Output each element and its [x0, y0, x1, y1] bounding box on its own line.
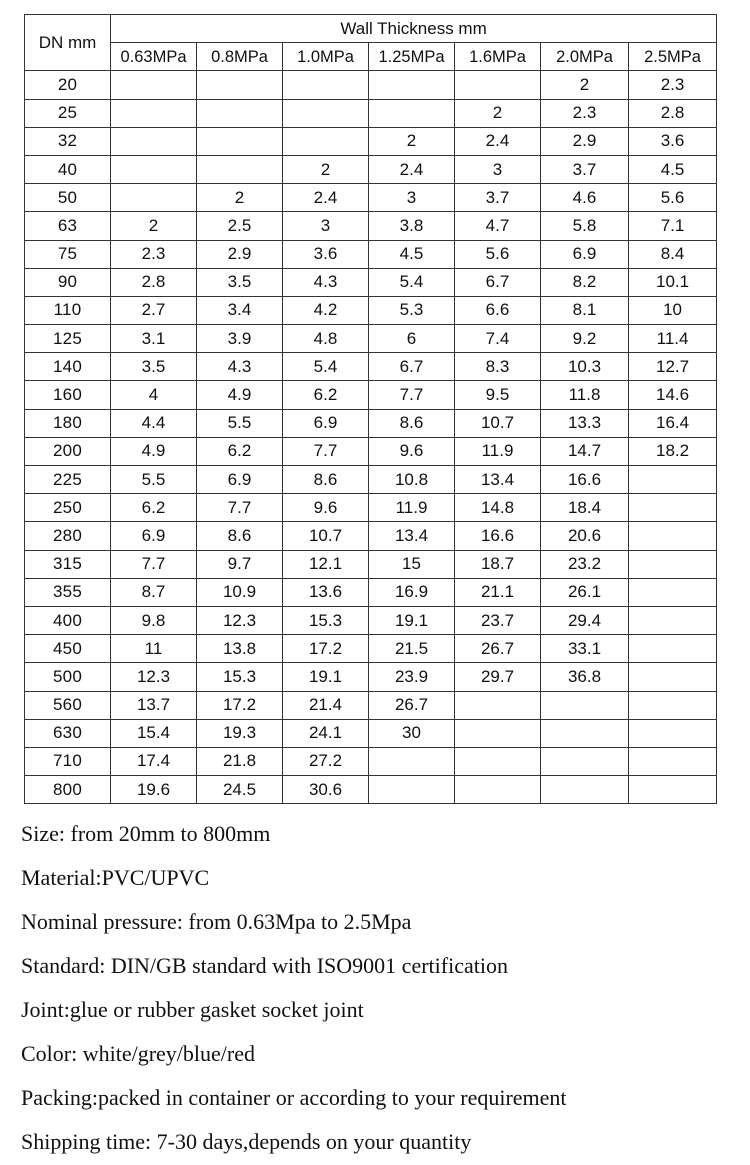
table-row [25, 296, 717, 324]
thickness-cell [629, 719, 717, 747]
thickness-cell: 9.6 [369, 437, 455, 465]
dn-cell: 75 [25, 240, 111, 268]
thickness-cell [629, 635, 717, 663]
pressure-header: 2.0MPa [541, 43, 629, 71]
table-row [25, 691, 717, 719]
table-row [25, 325, 717, 353]
table-row [25, 99, 717, 127]
thickness-cell: 10.9 [197, 578, 283, 606]
thickness-cell: 4.3 [283, 268, 369, 296]
thickness-cell: 26.1 [541, 578, 629, 606]
thickness-cell: 9.8 [111, 606, 197, 634]
thickness-cell: 8.6 [197, 522, 283, 550]
dn-cell: 50 [25, 184, 111, 212]
table-body [25, 71, 717, 804]
thickness-cell: 19.3 [197, 719, 283, 747]
spec-note-line: Nominal pressure: from 0.63Mpa to 2.5Mpa [21, 909, 412, 934]
thickness-cell: 18.7 [455, 550, 541, 578]
thickness-cell: 11.4 [629, 325, 717, 353]
thickness-cell: 6.7 [369, 353, 455, 381]
dn-cell: 630 [25, 719, 111, 747]
thickness-cell: 2.9 [197, 240, 283, 268]
thickness-cell: 6 [369, 325, 455, 353]
spec-note-line: Shipping time: 7-30 days,depends on your quantity [21, 1129, 472, 1154]
thickness-cell: 4.4 [111, 409, 197, 437]
thickness-cell: 3.6 [283, 240, 369, 268]
pressure-header: 2.5MPa [629, 43, 717, 71]
thickness-cell: 4.5 [629, 155, 717, 183]
thickness-cell [111, 71, 197, 99]
thickness-cell: 2.9 [541, 127, 629, 155]
thickness-cell: 6.6 [455, 296, 541, 324]
thickness-cell: 11.9 [369, 494, 455, 522]
thickness-cell: 4.9 [111, 437, 197, 465]
thickness-cell: 2.4 [455, 127, 541, 155]
thickness-cell: 7.1 [629, 212, 717, 240]
thickness-cell: 4.8 [283, 325, 369, 353]
thickness-cell [283, 99, 369, 127]
spec-note-line: Material:PVC/UPVC [21, 865, 210, 890]
thickness-cell [111, 184, 197, 212]
thickness-cell [455, 719, 541, 747]
dn-cell: 280 [25, 522, 111, 550]
thickness-cell: 4.7 [455, 212, 541, 240]
dn-header: DN mm [25, 15, 111, 71]
thickness-cell: 18.4 [541, 494, 629, 522]
table-row [25, 635, 717, 663]
thickness-cell [629, 494, 717, 522]
thickness-cell: 2 [369, 127, 455, 155]
thickness-cell: 8.7 [111, 578, 197, 606]
pressure-header: 1.25MPa [369, 43, 455, 71]
thickness-cell: 2.4 [283, 184, 369, 212]
thickness-cell [369, 747, 455, 775]
thickness-cell: 13.3 [541, 409, 629, 437]
thickness-cell: 13.4 [369, 522, 455, 550]
dn-cell: 225 [25, 466, 111, 494]
thickness-cell: 10.1 [629, 268, 717, 296]
thickness-cell: 2.3 [111, 240, 197, 268]
thickness-cell: 3.8 [369, 212, 455, 240]
thickness-cell [455, 776, 541, 804]
spec-note-line: Size: from 20mm to 800mm [21, 821, 271, 846]
thickness-cell: 19.1 [369, 606, 455, 634]
thickness-cell: 2.8 [629, 99, 717, 127]
thickness-cell: 5.3 [369, 296, 455, 324]
dn-cell: 63 [25, 212, 111, 240]
thickness-cell: 7.7 [369, 381, 455, 409]
table-row [25, 522, 717, 550]
thickness-cell: 21.8 [197, 747, 283, 775]
thickness-cell: 2 [197, 184, 283, 212]
spec-notes [21, 812, 741, 1164]
thickness-cell: 6.2 [111, 494, 197, 522]
header-row-top [25, 15, 717, 43]
thickness-cell [629, 776, 717, 804]
thickness-cell: 3.6 [629, 127, 717, 155]
thickness-cell: 12.3 [197, 606, 283, 634]
thickness-cell: 9.5 [455, 381, 541, 409]
dn-cell: 20 [25, 71, 111, 99]
thickness-cell: 17.4 [111, 747, 197, 775]
pressure-header: 1.6MPa [455, 43, 541, 71]
thickness-cell: 3 [455, 155, 541, 183]
pressure-header: 0.8MPa [197, 43, 283, 71]
thickness-cell: 15.3 [283, 606, 369, 634]
thickness-cell: 2 [283, 155, 369, 183]
thickness-cell: 21.5 [369, 635, 455, 663]
thickness-cell: 3.5 [197, 268, 283, 296]
thickness-cell: 19.6 [111, 776, 197, 804]
thickness-cell: 33.1 [541, 635, 629, 663]
table-row [25, 240, 717, 268]
table-row [25, 578, 717, 606]
dn-cell: 90 [25, 268, 111, 296]
thickness-cell: 14.6 [629, 381, 717, 409]
table-row [25, 776, 717, 804]
table-row [25, 268, 717, 296]
thickness-cell: 29.7 [455, 663, 541, 691]
thickness-cell [369, 776, 455, 804]
thickness-cell: 13.6 [283, 578, 369, 606]
dn-cell: 500 [25, 663, 111, 691]
dn-cell: 315 [25, 550, 111, 578]
thickness-cell: 16.4 [629, 409, 717, 437]
thickness-cell: 12.1 [283, 550, 369, 578]
thickness-cell [541, 776, 629, 804]
table-row [25, 155, 717, 183]
thickness-cell: 6.9 [111, 522, 197, 550]
thickness-cell: 3.7 [541, 155, 629, 183]
thickness-cell: 4.6 [541, 184, 629, 212]
spec-note-line: Standard: DIN/GB standard with ISO9001 certification [21, 953, 508, 978]
thickness-cell: 20.6 [541, 522, 629, 550]
thickness-cell: 26.7 [455, 635, 541, 663]
thickness-cell: 13.8 [197, 635, 283, 663]
dn-cell: 25 [25, 99, 111, 127]
thickness-cell: 2 [111, 212, 197, 240]
thickness-cell: 21.1 [455, 578, 541, 606]
thickness-cell: 10.7 [455, 409, 541, 437]
thickness-cell: 3.7 [455, 184, 541, 212]
thickness-cell: 5.4 [369, 268, 455, 296]
thickness-cell: 15.3 [197, 663, 283, 691]
table-row [25, 550, 717, 578]
thickness-cell [283, 127, 369, 155]
thickness-cell: 4.2 [283, 296, 369, 324]
dn-cell: 800 [25, 776, 111, 804]
thickness-cell [541, 691, 629, 719]
thickness-cell: 4 [111, 381, 197, 409]
thickness-cell: 10 [629, 296, 717, 324]
dn-cell: 560 [25, 691, 111, 719]
dn-cell: 180 [25, 409, 111, 437]
thickness-cell: 8.1 [541, 296, 629, 324]
thickness-cell [197, 71, 283, 99]
dn-cell: 355 [25, 578, 111, 606]
thickness-cell: 5.6 [455, 240, 541, 268]
thickness-cell [629, 550, 717, 578]
thickness-cell: 2.3 [541, 99, 629, 127]
thickness-cell [629, 522, 717, 550]
dn-cell: 710 [25, 747, 111, 775]
thickness-cell: 2.3 [629, 71, 717, 99]
thickness-cell: 16.6 [455, 522, 541, 550]
thickness-cell: 12.3 [111, 663, 197, 691]
thickness-cell: 11.9 [455, 437, 541, 465]
dn-cell: 400 [25, 606, 111, 634]
thickness-cell: 3.9 [197, 325, 283, 353]
thickness-cell: 8.2 [541, 268, 629, 296]
table-row [25, 409, 717, 437]
thickness-cell: 5.6 [629, 184, 717, 212]
thickness-cell [455, 691, 541, 719]
dn-cell: 450 [25, 635, 111, 663]
thickness-cell: 9.6 [283, 494, 369, 522]
thickness-cell: 4.5 [369, 240, 455, 268]
thickness-cell: 2.4 [369, 155, 455, 183]
thickness-cell [197, 99, 283, 127]
table-row [25, 353, 717, 381]
thickness-cell: 3.1 [111, 325, 197, 353]
thickness-cell: 3.5 [111, 353, 197, 381]
dn-cell: 160 [25, 381, 111, 409]
thickness-cell: 7.7 [111, 550, 197, 578]
thickness-cell: 7.7 [197, 494, 283, 522]
thickness-cell: 12.7 [629, 353, 717, 381]
thickness-cell [111, 155, 197, 183]
thickness-cell: 8.6 [369, 409, 455, 437]
thickness-cell: 30 [369, 719, 455, 747]
thickness-cell: 6.9 [197, 466, 283, 494]
thickness-cell: 3 [283, 212, 369, 240]
thickness-cell: 23.2 [541, 550, 629, 578]
thickness-cell: 16.9 [369, 578, 455, 606]
thickness-cell: 27.2 [283, 747, 369, 775]
thickness-cell: 10.3 [541, 353, 629, 381]
thickness-cell: 19.1 [283, 663, 369, 691]
thickness-cell [541, 747, 629, 775]
thickness-cell: 13.4 [455, 466, 541, 494]
thickness-cell [197, 127, 283, 155]
header-row-pressures [25, 43, 717, 71]
thickness-cell [629, 663, 717, 691]
spec-note-line: Joint:glue or rubber gasket socket joint [21, 997, 364, 1022]
table-row [25, 747, 717, 775]
table-row [25, 606, 717, 634]
pressure-header: 1.0MPa [283, 43, 369, 71]
thickness-cell: 14.8 [455, 494, 541, 522]
thickness-cell: 6.2 [283, 381, 369, 409]
thickness-cell: 6.9 [541, 240, 629, 268]
thickness-cell: 9.2 [541, 325, 629, 353]
dn-cell: 32 [25, 127, 111, 155]
thickness-cell: 4.9 [197, 381, 283, 409]
thickness-cell [455, 71, 541, 99]
thickness-cell: 9.7 [197, 550, 283, 578]
thickness-cell: 10.8 [369, 466, 455, 494]
thickness-cell: 13.7 [111, 691, 197, 719]
wall-thickness-table [24, 14, 717, 804]
thickness-cell: 5.8 [541, 212, 629, 240]
thickness-cell [629, 578, 717, 606]
thickness-cell: 10.7 [283, 522, 369, 550]
dn-cell: 200 [25, 437, 111, 465]
thickness-cell: 7.4 [455, 325, 541, 353]
thickness-cell: 8.4 [629, 240, 717, 268]
thickness-cell [197, 155, 283, 183]
thickness-cell: 11 [111, 635, 197, 663]
thickness-cell: 11.8 [541, 381, 629, 409]
thickness-cell: 6.7 [455, 268, 541, 296]
thickness-cell: 2.5 [197, 212, 283, 240]
thickness-cell [455, 747, 541, 775]
spec-note-line: Color: white/grey/blue/red [21, 1041, 255, 1066]
thickness-cell: 8.3 [455, 353, 541, 381]
thickness-cell: 5.4 [283, 353, 369, 381]
thickness-cell: 2 [455, 99, 541, 127]
thickness-cell: 2.7 [111, 296, 197, 324]
thickness-cell [629, 606, 717, 634]
thickness-cell: 6.2 [197, 437, 283, 465]
table-row [25, 719, 717, 747]
thickness-cell: 15.4 [111, 719, 197, 747]
thickness-cell: 5.5 [197, 409, 283, 437]
thickness-cell: 23.7 [455, 606, 541, 634]
thickness-cell: 7.7 [283, 437, 369, 465]
thickness-cell: 18.2 [629, 437, 717, 465]
thickness-cell: 16.6 [541, 466, 629, 494]
thickness-cell: 26.7 [369, 691, 455, 719]
thickness-cell: 17.2 [197, 691, 283, 719]
thickness-cell: 3.4 [197, 296, 283, 324]
thickness-cell: 24.1 [283, 719, 369, 747]
thickness-cell: 36.8 [541, 663, 629, 691]
spec-note-line: Packing:packed in container or according to your requirement [21, 1085, 567, 1110]
pressure-header: 0.63MPa [111, 43, 197, 71]
thickness-cell: 17.2 [283, 635, 369, 663]
wall-thickness-header: Wall Thickness mm [111, 15, 717, 43]
table-row [25, 71, 717, 99]
thickness-cell: 29.4 [541, 606, 629, 634]
thickness-cell: 4.3 [197, 353, 283, 381]
table-row [25, 494, 717, 522]
thickness-cell: 2.8 [111, 268, 197, 296]
thickness-cell: 30.6 [283, 776, 369, 804]
thickness-cell: 14.7 [541, 437, 629, 465]
thickness-cell [629, 691, 717, 719]
thickness-cell: 5.5 [111, 466, 197, 494]
thickness-cell: 8.6 [283, 466, 369, 494]
thickness-cell: 2 [541, 71, 629, 99]
thickness-cell: 15 [369, 550, 455, 578]
thickness-cell [369, 99, 455, 127]
dn-cell: 250 [25, 494, 111, 522]
thickness-cell [369, 71, 455, 99]
dn-cell: 125 [25, 325, 111, 353]
thickness-cell [283, 71, 369, 99]
dn-cell: 110 [25, 296, 111, 324]
thickness-cell: 21.4 [283, 691, 369, 719]
thickness-cell [541, 719, 629, 747]
table-row [25, 437, 717, 465]
table-row [25, 212, 717, 240]
thickness-cell: 3 [369, 184, 455, 212]
table-row [25, 184, 717, 212]
dn-cell: 40 [25, 155, 111, 183]
thickness-cell [111, 99, 197, 127]
thickness-cell [111, 127, 197, 155]
table-row [25, 381, 717, 409]
table-row [25, 127, 717, 155]
thickness-cell: 6.9 [283, 409, 369, 437]
thickness-cell [629, 466, 717, 494]
thickness-cell: 23.9 [369, 663, 455, 691]
thickness-cell [629, 747, 717, 775]
table-row [25, 466, 717, 494]
table-row [25, 663, 717, 691]
thickness-cell: 24.5 [197, 776, 283, 804]
dn-cell: 140 [25, 353, 111, 381]
